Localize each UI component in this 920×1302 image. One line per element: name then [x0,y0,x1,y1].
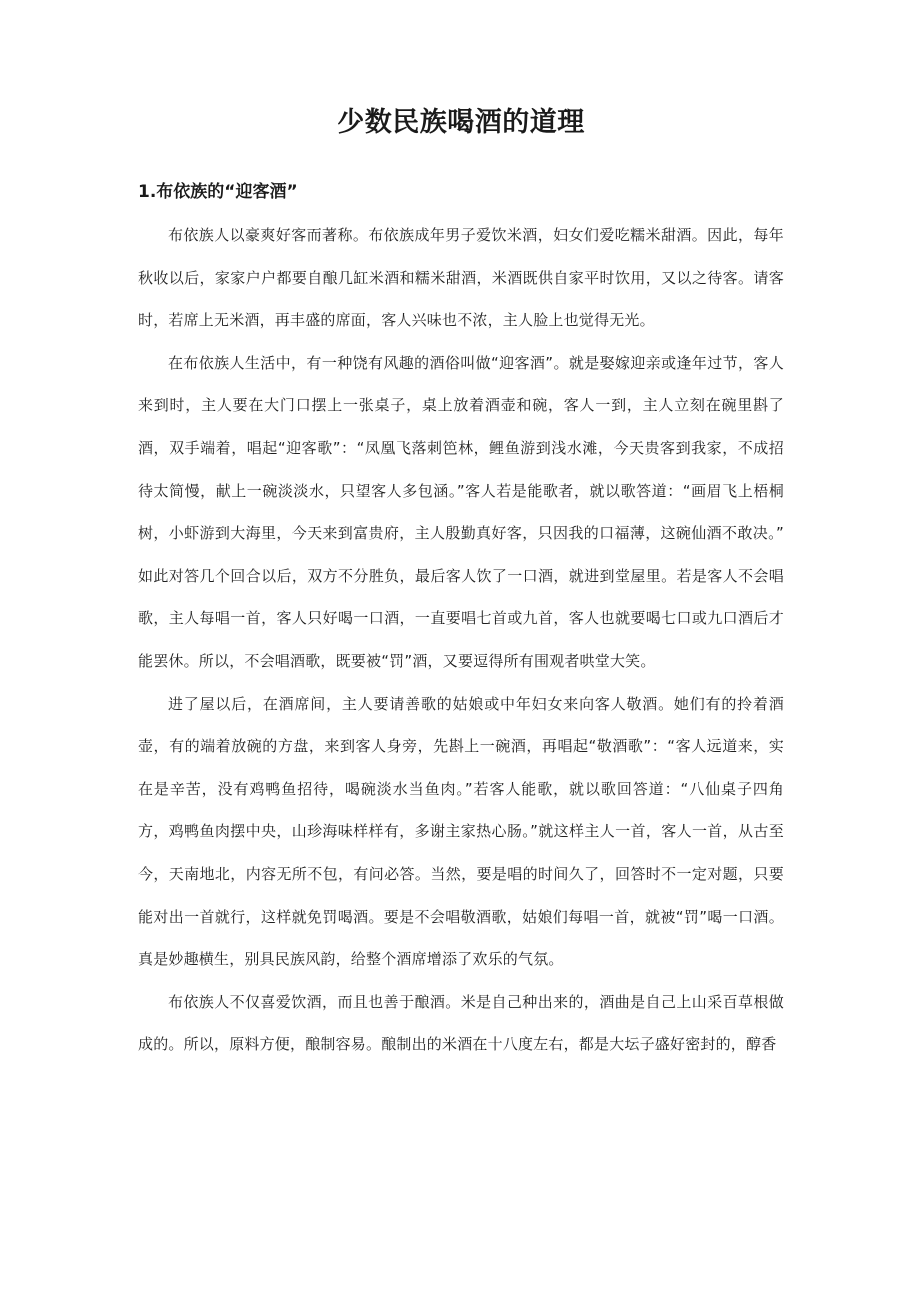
body-text [138,214,784,1066]
paragraph: 进了屋以后，在酒席间，主人要请善歌的姑娘或中年妇女来向客人敬酒。她们有的拎着酒壶，有的端着放碗的方盘，来到客人身旁，先斟上一碗酒，再唱起“敬酒歌”：“客人远道来，实在是辛苦，没有鸡鸭鱼招待，喝碗淡水当鱼肉。”若客人能歌，就以歌回答道：“八仙桌子四角方，鸡鸭鱼肉摆中央，山珍海味样样有，多谢主家热心肠。”就这样主人一首，客人一首，从古至今，天南地北，内容无所不包，有问必答。当然，要是唱的时间久了，回答时不一定对题，只要能对出一首就行，这样就免罚喝酒。要是不会唱敬酒歌，姑娘们每唱一首，就被“罚”喝一口酒。真是妙趣横生，别具民族风韵，给整个酒席增添了欢乐的气氛。 [138,694,784,969]
paragraph: 布依族人以豪爽好客而著称。布依族成年男子爱饮米酒，妇女们爱吃糯米甜酒。因此，每年秋收以后，家家户户都要自酿几缸米酒和糯米甜酒，米酒既供自家平时饮用，又以之待客。请客时，若席上无米酒，再丰盛的席面，客人兴味也不浓，主人脸上也觉得无光。 [138,226,784,330]
section-heading: 1.布依族的“迎客酒” [138,182,298,203]
paragraph: 布依族人不仅喜爱饮酒，而且也善于酿酒。米是自己种出来的，酒曲是自己上山采百草根做成的。所以，原料方便，酿制容易。酿制出的米酒在十八度左右，都是大坛子盛好密封的，醇香 [138,992,784,1054]
page-title: 少数民族喝酒的道理 [337,107,585,138]
paragraph: 在布依族人生活中，有一种饶有风趣的酒俗叫做“迎客酒”。就是娶嫁迎亲或逢年过节，客人来到时，主人要在大门口摆上一张桌子，桌上放着酒壶和碗，客人一到，主人立刻在碗里斟了酒，双手端着，唱起“迎客歌”：“凤凰飞落刺笆林，鲤鱼游到浅水滩，今天贵客到我家，不成招待太简慢，献上一碗淡淡水，只望客人多包涵。”客人若是能歌者，就以歌答道：“画眉飞上梧桐树，小虾游到大海里，今天来到富贵府，主人殷勤真好客，只因我的口福薄，这碗仙酒不敢决。”如此对答几个回合以后，双方不分胜负，最后客人饮了一口酒，就进到堂屋里。若是客人不会唱歌，主人每唱一首，客人只好喝一口酒，一直要唱七首或九首，客人也就要喝七口或九口酒后才能罢休。所以，不会唱酒歌，既要被“罚”酒，又要逗得所有围观者哄堂大笑。 [138,353,784,670]
